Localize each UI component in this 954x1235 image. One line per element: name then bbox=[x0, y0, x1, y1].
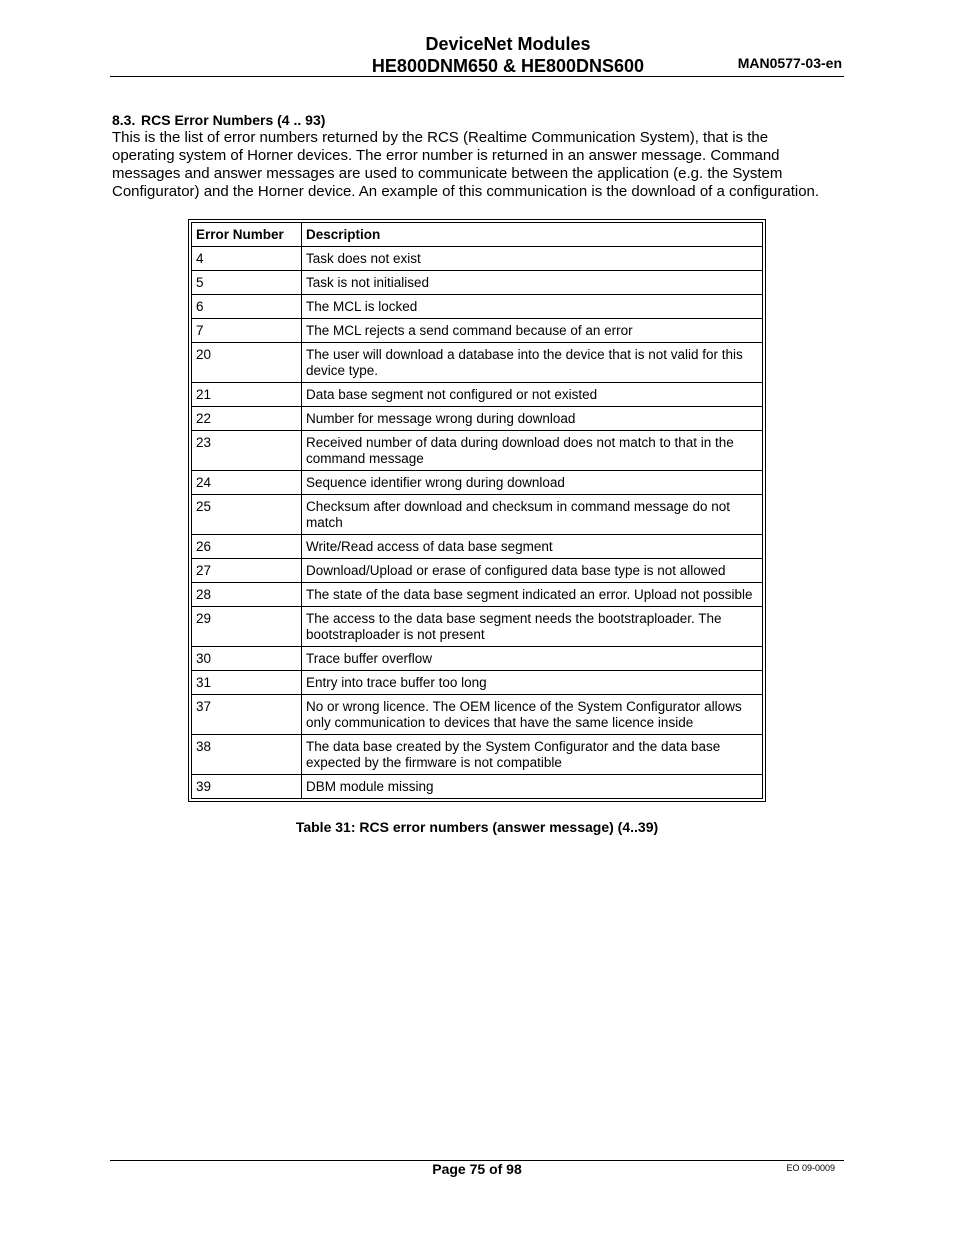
document-title-line1: DeviceNet Modules bbox=[425, 34, 591, 54]
table-row bbox=[192, 471, 763, 495]
section-title: RCS Error Numbers (4 .. 93) bbox=[141, 112, 326, 128]
error-code-cell: 7 bbox=[192, 319, 302, 343]
error-code-cell: 27 bbox=[192, 559, 302, 583]
error-code-cell: 30 bbox=[192, 647, 302, 671]
page-number: Page 75 of 98 bbox=[432, 1161, 522, 1177]
error-description-cell: Write/Read access of data base segment bbox=[302, 535, 763, 559]
error-code-cell: 25 bbox=[192, 495, 302, 535]
table-caption: Table 31: RCS error numbers (answer message) (4..39) bbox=[295, 819, 659, 835]
column-header-error-number: Error Number bbox=[192, 223, 302, 247]
error-table-frame bbox=[188, 219, 766, 802]
error-code-cell: 29 bbox=[192, 607, 302, 647]
error-description-cell: The user will download a database into the device that is not valid for this device type. bbox=[302, 343, 763, 383]
table-row bbox=[192, 559, 763, 583]
document-title bbox=[300, 33, 716, 77]
table-row bbox=[192, 343, 763, 383]
error-code-cell: 22 bbox=[192, 407, 302, 431]
error-description-cell: Data base segment not configured or not existed bbox=[302, 383, 763, 407]
table-row bbox=[192, 383, 763, 407]
table-row bbox=[192, 431, 763, 471]
table-row bbox=[192, 295, 763, 319]
error-code-cell: 21 bbox=[192, 383, 302, 407]
error-code-cell: 24 bbox=[192, 471, 302, 495]
error-code-cell: 23 bbox=[192, 431, 302, 471]
header-divider bbox=[110, 76, 844, 77]
error-description-cell: Task is not initialised bbox=[302, 271, 763, 295]
table-row bbox=[192, 775, 763, 799]
column-header-description: Description bbox=[302, 223, 763, 247]
error-code-cell: 37 bbox=[192, 695, 302, 735]
error-code-cell: 20 bbox=[192, 343, 302, 383]
error-description-cell: Task does not exist bbox=[302, 247, 763, 271]
document-title-line2: HE800DNM650 & HE800DNS600 bbox=[371, 56, 645, 76]
table-row bbox=[192, 407, 763, 431]
error-description-cell: Checksum after download and checksum in command message do not match bbox=[302, 495, 763, 535]
error-code-cell: 39 bbox=[192, 775, 302, 799]
error-description-cell: The MCL is locked bbox=[302, 295, 763, 319]
section-heading bbox=[112, 112, 325, 128]
error-description-cell: The data base created by the System Configurator and the data base expected by the firmware is not compatible bbox=[302, 735, 763, 775]
table-row bbox=[192, 247, 763, 271]
error-description-cell: Received number of data during download does not match to that in the command message bbox=[302, 431, 763, 471]
error-code-cell: 38 bbox=[192, 735, 302, 775]
error-description-cell: Entry into trace buffer too long bbox=[302, 671, 763, 695]
error-code-cell: 4 bbox=[192, 247, 302, 271]
error-description-cell: Number for message wrong during download bbox=[302, 407, 763, 431]
table-row bbox=[192, 695, 763, 735]
error-description-cell: The state of the data base segment indicated an error. Upload not possible bbox=[302, 583, 763, 607]
error-description-cell: DBM module missing bbox=[302, 775, 763, 799]
error-description-cell: The MCL rejects a send command because of an error bbox=[302, 319, 763, 343]
error-code-cell: 5 bbox=[192, 271, 302, 295]
document-number: MAN0577-03-en bbox=[737, 55, 842, 71]
error-description-cell: Download/Upload or erase of configured data base type is not allowed bbox=[302, 559, 763, 583]
table-body bbox=[192, 247, 763, 799]
table-row bbox=[192, 495, 763, 535]
table-row bbox=[192, 671, 763, 695]
error-description-cell: No or wrong licence. The OEM licence of the System Configurator allows only communication to devices that have the same licence inside bbox=[302, 695, 763, 735]
error-table bbox=[191, 222, 763, 799]
table-row bbox=[192, 607, 763, 647]
error-description-cell: Sequence identifier wrong during download bbox=[302, 471, 763, 495]
table-header-row bbox=[192, 223, 763, 247]
footer-code: EO 09-0009 bbox=[786, 1163, 835, 1173]
table-row bbox=[192, 271, 763, 295]
table-row bbox=[192, 535, 763, 559]
error-code-cell: 31 bbox=[192, 671, 302, 695]
error-code-cell: 6 bbox=[192, 295, 302, 319]
table-row bbox=[192, 319, 763, 343]
error-code-cell: 26 bbox=[192, 535, 302, 559]
error-description-cell: The access to the data base segment needs the bootstraploader. The bootstraploader is not present bbox=[302, 607, 763, 647]
table-row bbox=[192, 647, 763, 671]
intro-paragraph: This is the list of error numbers returned by the RCS (Realtime Communication System), that is the operating system of Horner devices. The error number is returned in an answer message. Command messages and answer messages are used to communicate between the application (e.g. the System Configurator) and the Horner device. An example of this communication is the download of a configuration. bbox=[112, 129, 820, 200]
error-code-cell: 28 bbox=[192, 583, 302, 607]
table-row bbox=[192, 583, 763, 607]
section-number: 8.3. bbox=[112, 112, 136, 128]
error-description-cell: Trace buffer overflow bbox=[302, 647, 763, 671]
table-row bbox=[192, 735, 763, 775]
